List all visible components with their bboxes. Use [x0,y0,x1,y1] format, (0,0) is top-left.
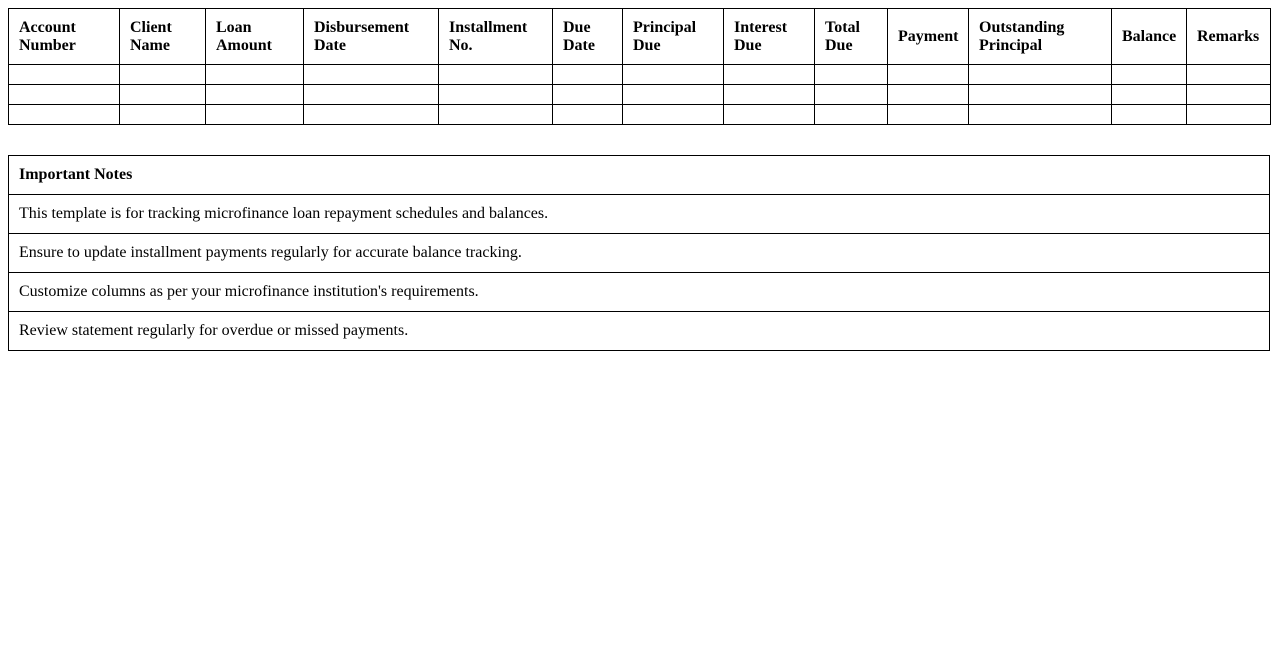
table-cell[interactable] [120,85,206,105]
notes-heading: Important Notes [9,156,1270,195]
table-cell[interactable] [553,85,623,105]
table-cell[interactable] [888,85,969,105]
table-cell[interactable] [724,105,815,125]
table-cell[interactable] [623,65,724,85]
column-header-installment-no: Installment No. [439,9,553,65]
table-cell[interactable] [304,85,439,105]
table-cell[interactable] [1112,105,1187,125]
table-cell[interactable] [724,65,815,85]
note-text: Customize columns as per your microfinance institution's requirements. [9,273,1270,312]
list-item [9,312,1270,351]
table-cell[interactable] [553,105,623,125]
table-cell[interactable] [815,65,888,85]
column-header-total-due: Total Due [815,9,888,65]
table-cell[interactable] [623,85,724,105]
table-row [9,85,1271,105]
column-header-payment: Payment [888,9,969,65]
table-cell[interactable] [1112,65,1187,85]
important-notes-table [8,155,1270,351]
table-cell[interactable] [1187,105,1271,125]
list-item [9,195,1270,234]
table-cell[interactable] [120,105,206,125]
table-row [9,65,1271,85]
table-cell[interactable] [553,65,623,85]
table-cell[interactable] [206,105,304,125]
table-cell[interactable] [888,105,969,125]
table-cell[interactable] [969,105,1112,125]
list-item [9,273,1270,312]
table-cell[interactable] [969,85,1112,105]
table-cell[interactable] [206,65,304,85]
column-header-outstanding-principal: Outstanding Principal [969,9,1112,65]
table-cell[interactable] [623,105,724,125]
table-cell[interactable] [206,85,304,105]
list-item [9,234,1270,273]
table-cell[interactable] [815,85,888,105]
column-header-disbursement-date: Disbursement Date [304,9,439,65]
column-header-account-number: Account Number [9,9,120,65]
column-header-interest-due: Interest Due [724,9,815,65]
table-cell[interactable] [439,85,553,105]
column-header-principal-due: Principal Due [623,9,724,65]
note-text: This template is for tracking microfinance loan repayment schedules and balances. [9,195,1270,234]
table-cell[interactable] [9,65,120,85]
column-header-balance: Balance [1112,9,1187,65]
notes-heading-row [9,156,1270,195]
table-cell[interactable] [9,105,120,125]
table-cell[interactable] [9,85,120,105]
table-cell[interactable] [969,65,1112,85]
column-header-client-name: Client Name [120,9,206,65]
table-header-row [9,9,1271,65]
note-text: Ensure to update installment payments regularly for accurate balance tracking. [9,234,1270,273]
table-cell[interactable] [1187,65,1271,85]
table-row [9,105,1271,125]
table-cell[interactable] [1112,85,1187,105]
table-cell[interactable] [304,65,439,85]
table-cell[interactable] [888,65,969,85]
column-header-due-date: Due Date [553,9,623,65]
note-text: Review statement regularly for overdue or missed payments. [9,312,1270,351]
column-header-loan-amount: Loan Amount [206,9,304,65]
table-cell[interactable] [815,105,888,125]
table-cell[interactable] [439,105,553,125]
table-cell[interactable] [304,105,439,125]
table-cell[interactable] [724,85,815,105]
table-cell[interactable] [120,65,206,85]
table-cell[interactable] [1187,85,1271,105]
loan-statement-table [8,8,1271,125]
column-header-remarks: Remarks [1187,9,1271,65]
table-cell[interactable] [439,65,553,85]
